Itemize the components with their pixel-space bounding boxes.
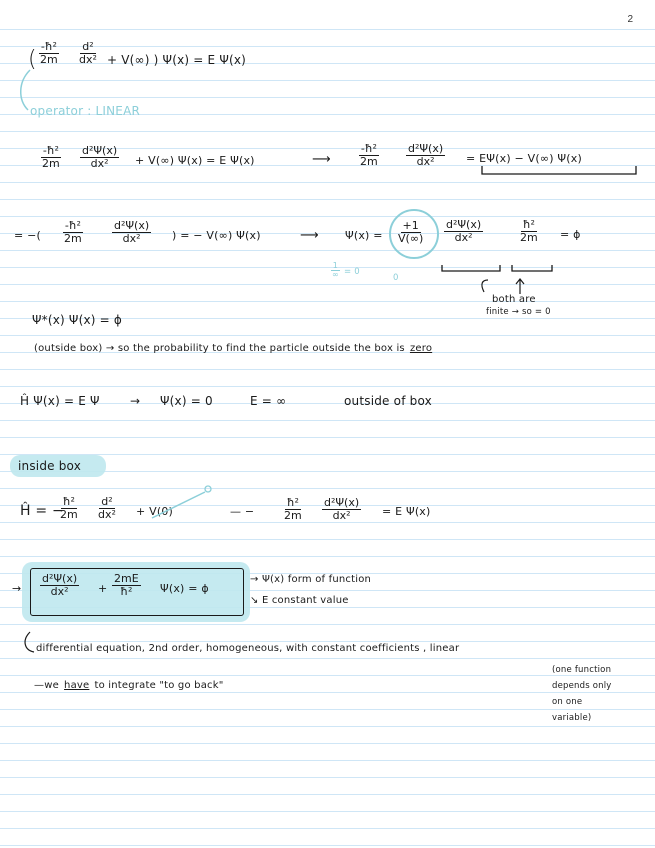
h-e-inf: E = ∞ [250, 394, 287, 408]
boxed-note-form: → Ψ(x) form of function [250, 574, 372, 585]
boxed-frac-d2psi: $\frac{\text{d²Ψ(x)}}{\text{dx²}}$ [42, 572, 78, 598]
integrate-note [34, 673, 224, 692]
h-psi-eq: Ĥ Ψ(x) = E Ψ [20, 394, 100, 408]
l2-note-both-are: both are [492, 294, 536, 305]
header-equation-rest: + V(∞) ) Ψ(x) = E Ψ(x) [107, 53, 247, 67]
l1-rhs-frac-d2psi: $\frac{\text{d²Ψ(x)}}{\text{dx²}}$ [408, 142, 444, 168]
operator-linear-note: operator : LINEAR [30, 104, 141, 118]
inside-frac-hbar: $\frac{\text{ħ²}}{2m}$ [60, 495, 78, 521]
boxed-rest: Ψ(x) = ϕ [160, 582, 209, 595]
l1-lhs-rest: + V(∞) Ψ(x) = E Ψ(x) [135, 154, 255, 167]
outside-note-text: (outside box) → so the probability to find the particle outside the box is [34, 343, 405, 354]
l2-teal-small-zero: 0 [393, 273, 399, 283]
l2-arrow: ⟶ [300, 228, 319, 243]
h-arrow: → [130, 394, 141, 408]
psi-star-equation: Ψ*(x) Ψ(x) = ϕ [32, 313, 123, 327]
l2-tail: = ϕ [560, 228, 581, 241]
l1-rhs-rest: = EΨ(x) − V(∞) Ψ(x) [466, 152, 582, 165]
frac-hbar-2m: $\frac{\text{-ħ²}}{2m}$ [40, 40, 58, 66]
l2-frac-hbar: $\frac{\text{-ħ²}}{2m}$ [64, 219, 82, 245]
l2-teal-eq-zero: = 0 [344, 267, 360, 277]
l2-note-finite: finite → so = 0 [486, 307, 551, 317]
l2-frac-d2psi: $\frac{\text{d²Ψ(x)}}{\text{dx²}}$ [114, 219, 150, 245]
integrate-note-prefix: —we [34, 680, 59, 691]
h-outside-label: outside of box [344, 394, 432, 408]
l1-rhs-frac-hbar: $\frac{\text{-ħ²}}{2m}$ [360, 142, 378, 168]
outside-note-zero: zero [409, 343, 433, 354]
l1-frac-d2psi: $\frac{\text{d²Ψ(x)}}{\text{dx²}}$ [82, 144, 118, 170]
l2-psi-eq: Ψ(x) = [345, 229, 383, 242]
side-note-line-2: depends only [552, 681, 612, 691]
inside-rhs-frac-d2psi: $\frac{\text{d²Ψ(x)}}{\text{dx²}}$ [324, 496, 360, 522]
l2-frac-hbar-b: $\frac{\text{ħ²}}{2m}$ [520, 218, 538, 244]
l2-frac-one-over-v: $\frac{+1}{V(\infty)}$ [398, 219, 424, 245]
page-number: 2 [627, 14, 633, 25]
side-note-line-4: variable) [552, 713, 592, 723]
l2-teal-one-over-inf: 1 ∞ [332, 261, 339, 280]
inside-v-term: + V(0) [136, 505, 174, 518]
frac-d2-dx2: $\frac{\text{d²}}{\text{dx²}}$ [79, 40, 97, 66]
boxed-note-constant: ↘ E constant value [250, 595, 349, 606]
side-note-line-3: on one [552, 697, 583, 707]
boxed-plus: + [98, 582, 108, 595]
inside-rhs-prefix: — − [230, 505, 255, 518]
boxed-eq-arrow: → [12, 582, 22, 595]
diff-eq-note: differential equation, 2nd order, homogeneous, with constant coefficients , linear [36, 643, 460, 654]
l2-mid: ) = − V(∞) Ψ(x) [172, 229, 261, 242]
open-paren: ( [28, 47, 37, 72]
inside-h-lhs: Ĥ = − [20, 503, 64, 519]
integrate-note-have: have [64, 680, 90, 691]
boxed-frac-2me: $\frac{2mE}{\text{ħ²}}$ [114, 572, 139, 598]
l1-frac-hbar: $\frac{\text{-ħ²}}{2m}$ [42, 144, 60, 170]
inside-frac-d2: $\frac{\text{d²}}{\text{dx²}}$ [98, 495, 116, 521]
l2-frac-d2psi-b: $\frac{\text{d²Ψ(x)}}{\text{dx²}}$ [446, 218, 482, 244]
integrate-note-rest: to integrate "to go back" [94, 680, 224, 691]
inside-rhs-rest: = E Ψ(x) [382, 505, 431, 518]
l2-prefix: = −( [14, 229, 42, 242]
h-psi-zero: Ψ(x) = 0 [160, 394, 213, 408]
inside-rhs-frac-hbar: $\frac{\text{ħ²}}{2m}$ [284, 496, 302, 522]
inside-box-heading: inside box [18, 459, 82, 473]
side-note-line-1: (one function [552, 665, 612, 675]
l1-arrow: ⟶ [312, 152, 331, 167]
